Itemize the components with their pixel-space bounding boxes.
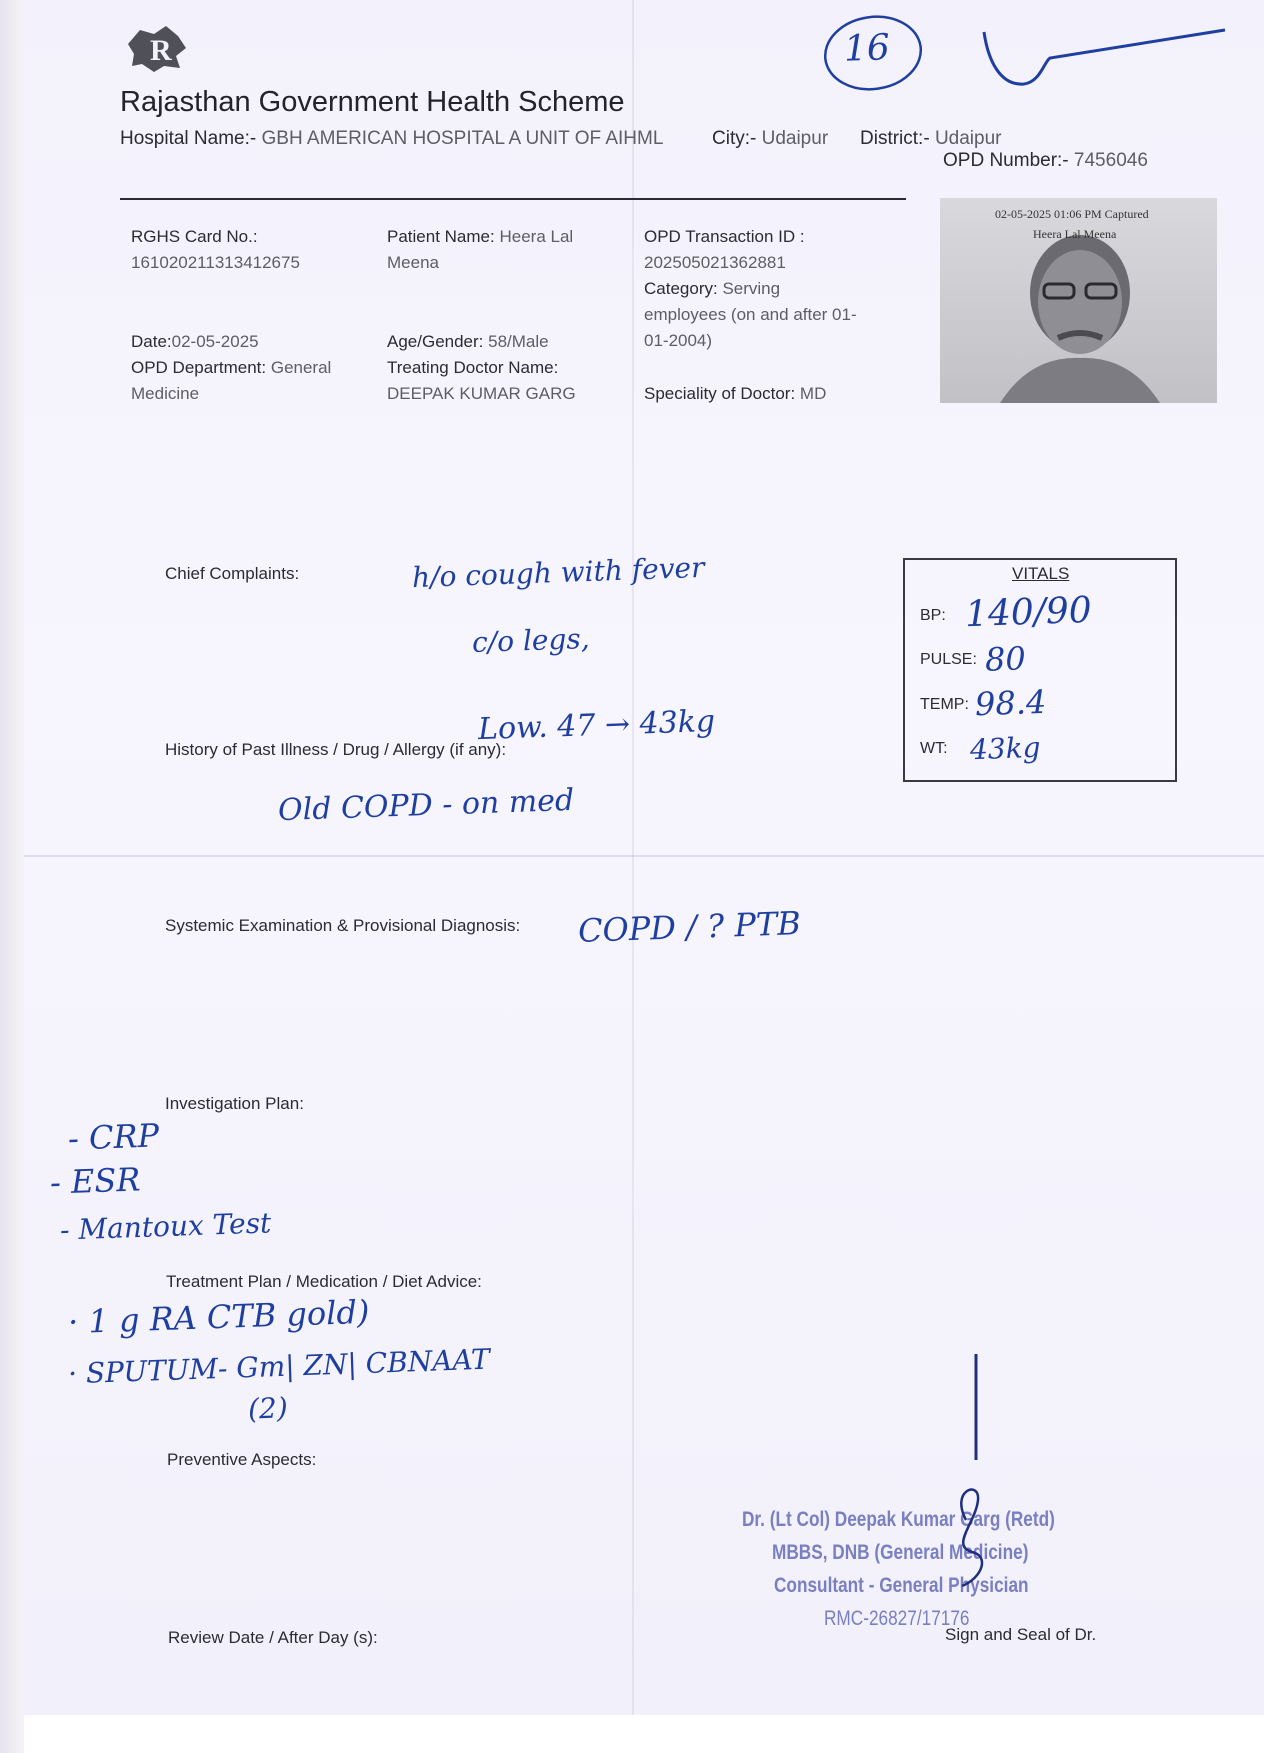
seal-line-4: RMC-26827/17176 (824, 1607, 970, 1630)
doctor-value: DEEPAK KUMAR GARG (387, 384, 576, 403)
age-value: 58/Male (488, 332, 549, 351)
investigation-label: Investigation Plan: (165, 1094, 304, 1113)
treatment-note-2: · SPUTUM- Gm| ZN| CBNAAT (67, 1342, 491, 1391)
hospital-line (120, 128, 663, 150)
review-label: Review Date / After Day (s): (168, 1628, 378, 1647)
fold-line (632, 0, 634, 1715)
opd-number-value: 7456046 (1073, 150, 1148, 171)
speciality-line (644, 384, 826, 404)
dept-value-2: Medicine (131, 384, 200, 403)
vitals-title: VITALS (1012, 564, 1070, 583)
date-line (131, 332, 259, 352)
bp-label: BP: (920, 607, 946, 624)
sign-label: Sign and Seal of Dr. (945, 1625, 1097, 1644)
temp-value: 98.4 (974, 682, 1047, 724)
bp-value: 140/90 (964, 589, 1093, 636)
wt-value: 43kg (969, 730, 1042, 767)
category-value-1: Serving (722, 279, 781, 298)
initials-scribble (980, 20, 1230, 100)
complaint-note-3: Low. 47 → 43kg (477, 703, 716, 748)
seal-line-2: MBBS, DNB (General Medicine) (772, 1541, 1029, 1564)
dept-label: OPD Department: (131, 358, 267, 377)
patient-name-line (387, 227, 573, 247)
pulse-value: 80 (984, 639, 1027, 679)
paper-edge (0, 0, 24, 1753)
category-value-3: 01-2004) (644, 331, 713, 350)
category-line (644, 279, 780, 299)
svg-text:R: R (150, 34, 172, 67)
speciality-label: Speciality of Doctor: (644, 384, 796, 403)
investigation-note-2: - ESR (49, 1160, 141, 1202)
opd-number-label: OPD Number:- (943, 150, 1069, 171)
seal-line-1: Dr. (Lt Col) Deepak Kumar Garg (Retd) (742, 1508, 1055, 1531)
speciality-value: MD (799, 384, 827, 403)
page-number: 16 (843, 27, 891, 70)
txn-value: 202505021362881 (644, 253, 786, 272)
district-label: District:- (860, 128, 930, 149)
rghs-logo (120, 22, 192, 74)
age-line (387, 332, 549, 352)
seal-line-3: Consultant - General Physician (774, 1574, 1029, 1597)
wt-label: WT: (920, 740, 948, 757)
rghs-card-value: 161020211313412675 (131, 253, 300, 272)
category-label: Category: (644, 279, 718, 298)
photo-capture-name: Heera Lal Meena (1033, 227, 1117, 241)
city-value: Udaipur (761, 128, 829, 149)
temp-label: TEMP: (920, 696, 969, 713)
treatment-label: Treatment Plan / Medication / Diet Advice: (166, 1272, 482, 1291)
rghs-card-label: RGHS Card No.: (131, 227, 258, 246)
systemic-label: Systemic Examination & Provisional Diagnosis: (165, 916, 521, 935)
category-value-2: employees (on and after 01- (644, 305, 857, 324)
diagnosis-note: COPD / ? PTB (577, 904, 802, 950)
investigation-note-1: - CRP (67, 1116, 160, 1158)
patient-name-label: Patient Name: (387, 227, 495, 246)
complaint-note-2: c/o legs, (471, 621, 591, 660)
treatment-note-1: · 1 g RA CTB gold) (67, 1292, 370, 1342)
chief-complaints-label: Chief Complaints: (165, 564, 300, 583)
pulse-label: PULSE: (920, 651, 977, 668)
photo-capture-time: 02-05-2025 01:06 PM Captured (995, 207, 1149, 221)
age-label: Age/Gender: (387, 332, 484, 351)
header-divider (120, 198, 906, 200)
district-line (860, 128, 1001, 150)
dept-value-1: General (270, 358, 332, 377)
history-note: Old COPD - on med (277, 782, 575, 829)
fold-line (24, 855, 1264, 857)
city-line (712, 128, 828, 150)
txn-label: OPD Transaction ID : (644, 227, 805, 246)
date-label: Date: (131, 332, 172, 351)
scheme-title: Rajasthan Government Health Scheme (120, 86, 625, 118)
doctor-signature (920, 1350, 1040, 1590)
district-value: Udaipur (934, 128, 1002, 149)
patient-name-value-2: Meena (387, 253, 439, 272)
dept-line (131, 358, 331, 378)
complaint-note-1: h/o cough with fever (411, 550, 705, 595)
hospital-value: GBH AMERICAN HOSPITAL A UNIT OF AIHML (261, 128, 664, 149)
doctor-label: Treating Doctor Name: (387, 358, 559, 377)
patient-name-value-1: Heera Lal (499, 227, 574, 246)
preventive-label: Preventive Aspects: (167, 1450, 317, 1469)
hospital-label: Hospital Name:- (120, 128, 257, 149)
date-value: 02-05-2025 (171, 332, 259, 351)
treatment-note-3: (2) (247, 1391, 289, 1426)
investigation-note-3: - Mantoux Test (59, 1206, 272, 1247)
opd-number-line (943, 150, 1148, 172)
history-label: History of Past Illness / Drug / Allergy (if any): (165, 740, 507, 759)
city-label: City:- (712, 128, 757, 149)
